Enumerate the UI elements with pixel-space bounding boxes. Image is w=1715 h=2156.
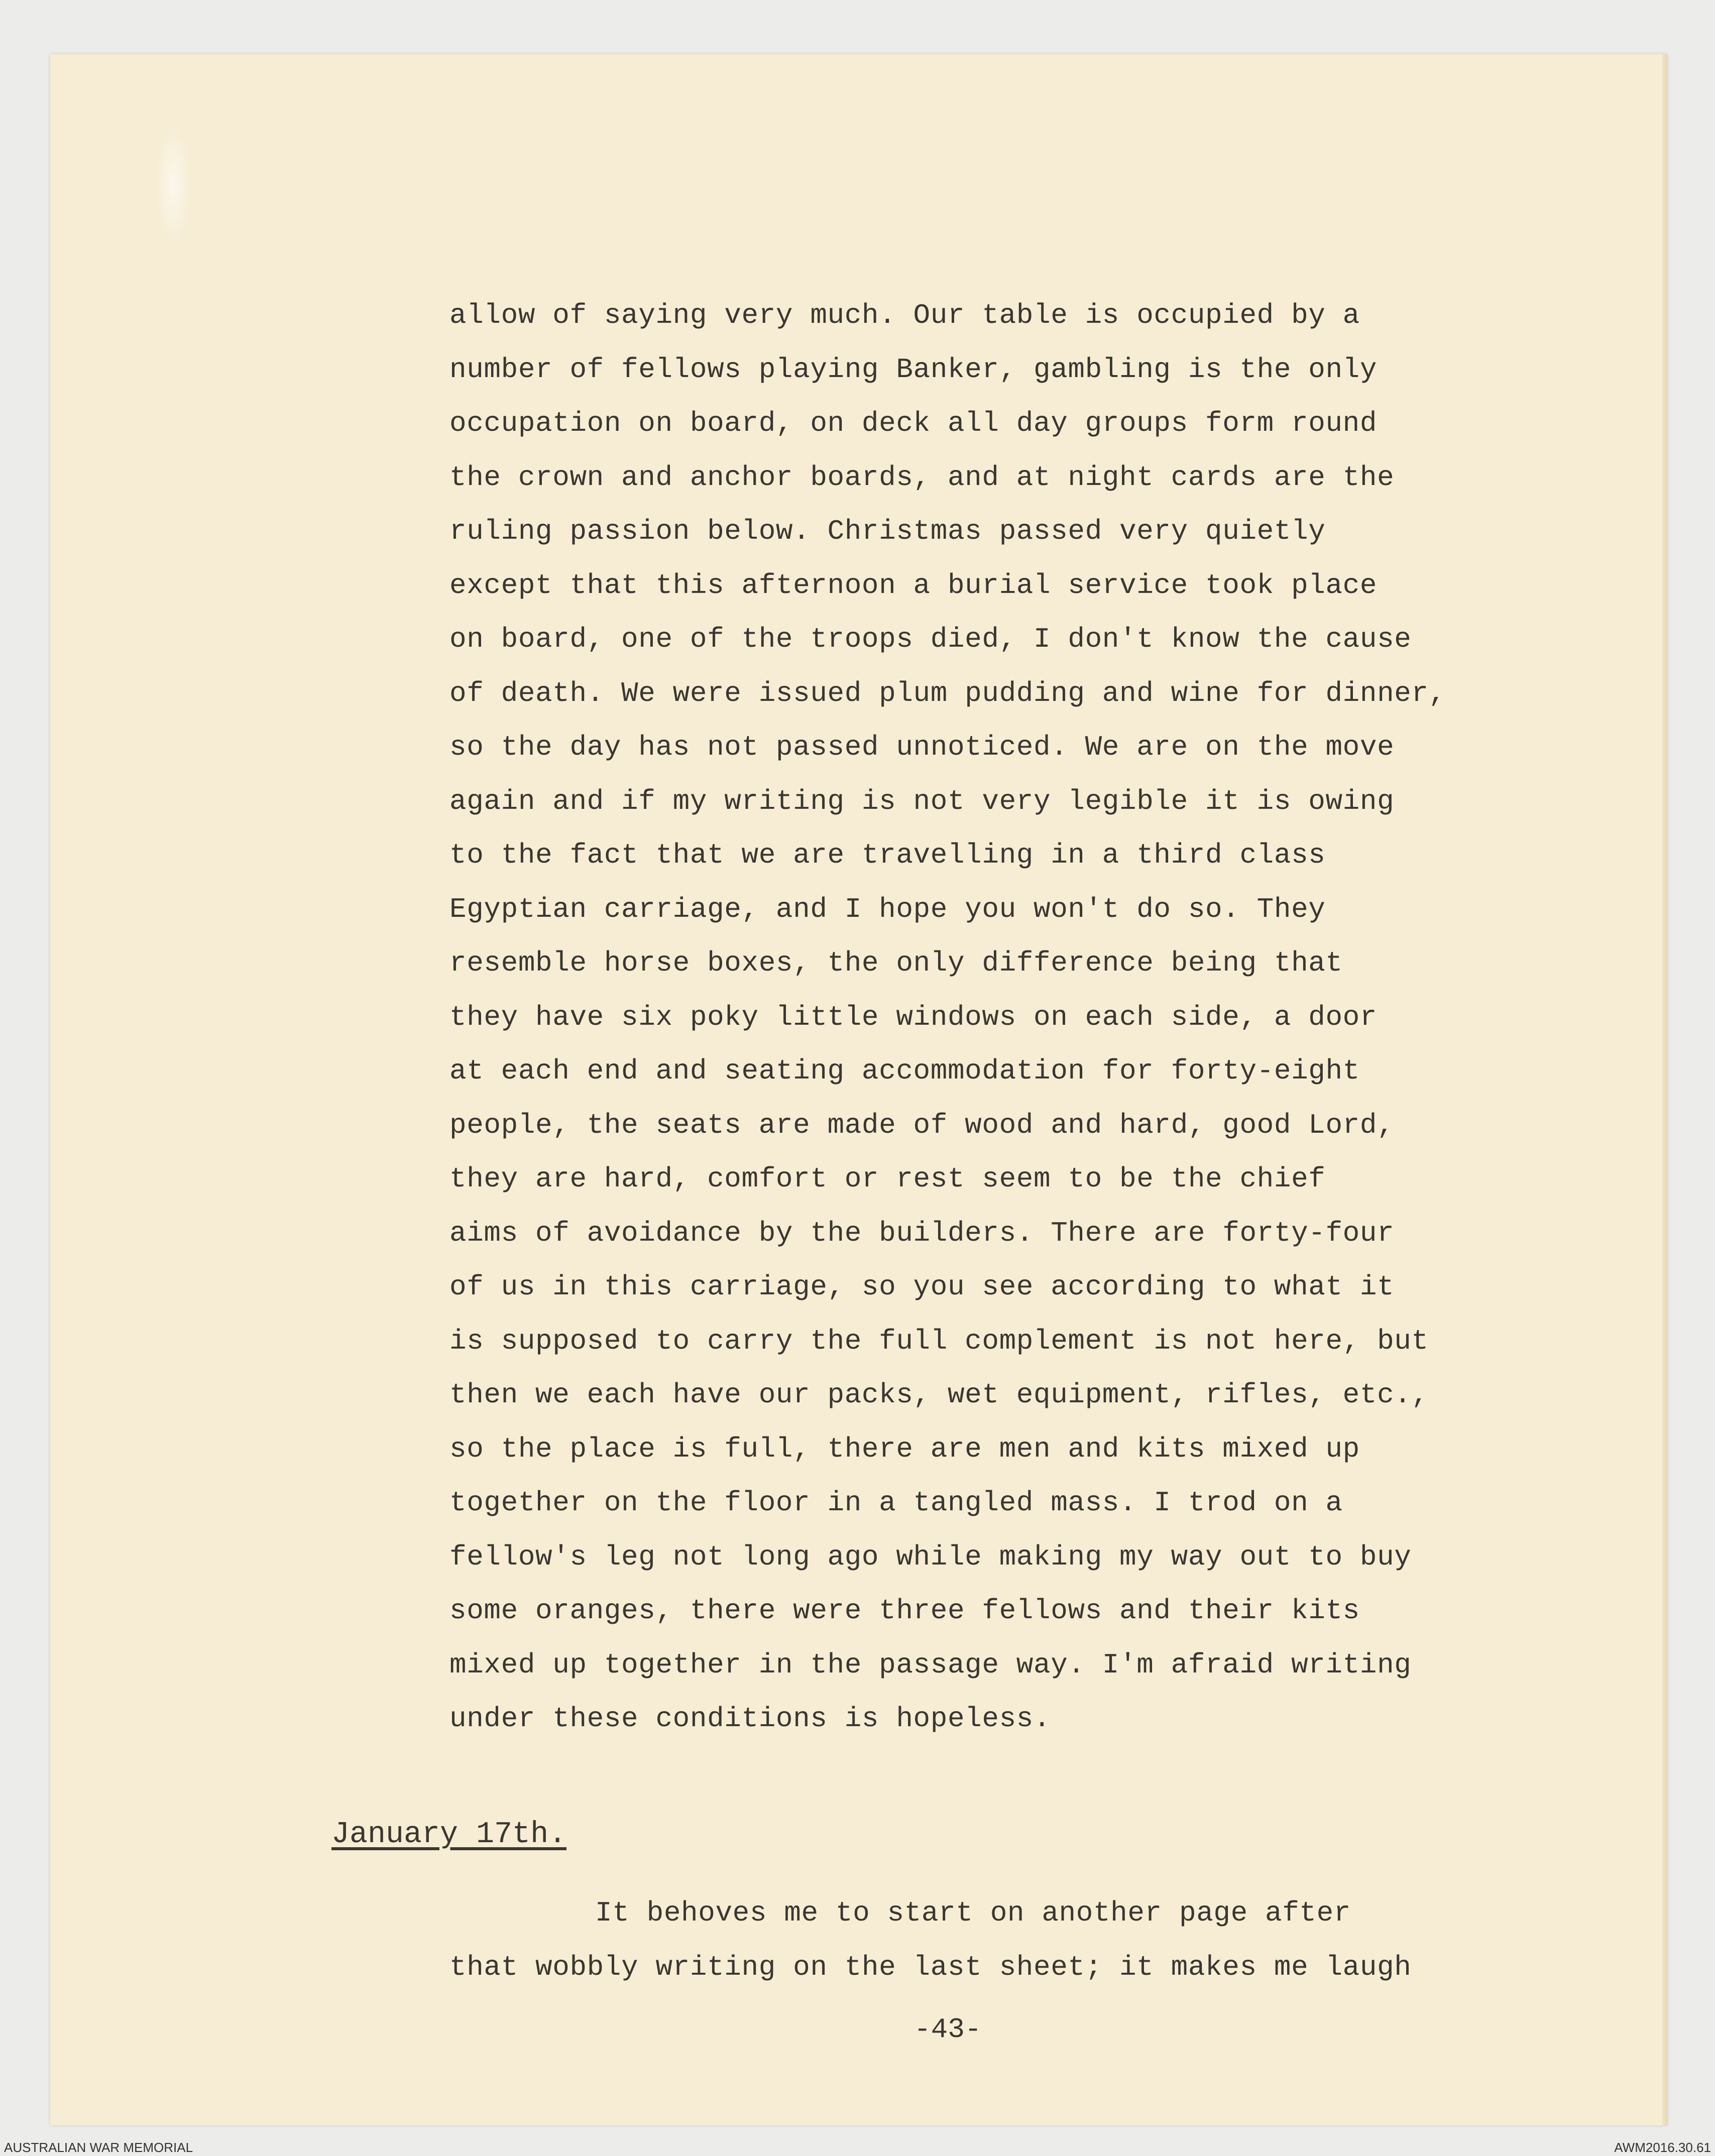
- body-line: that wobbly writing on the last sheet; it makes me laugh: [449, 1951, 1412, 1983]
- body-line: mixed up together in the passage way. I'm afraid writing: [449, 1648, 1412, 1681]
- body-line: they are hard, comfort or rest seem to be the chief: [449, 1163, 1326, 1195]
- page-number: -43-: [914, 2013, 982, 2046]
- body-text: [449, 300, 1655, 1758]
- body-line: so the day has not passed unnoticed. We are on the move: [449, 731, 1395, 763]
- body-line: ruling passion below. Christmas passed very quietly: [449, 515, 1326, 547]
- body-line: they have six poky little windows on each side, a door: [449, 1001, 1378, 1033]
- body-line: number of fellows playing Banker, gambling is the only: [449, 353, 1378, 386]
- body-line: again and if my writing is not very legible it is owing: [449, 785, 1395, 817]
- body-line: allow of saying very much. Our table is occupied by a: [449, 299, 1360, 331]
- paper-edge: [1662, 54, 1667, 2125]
- body-line: of death. We were issued plum pudding and wine for dinner,: [449, 677, 1446, 709]
- body-line: aims of avoidance by the builders. There are forty-four: [449, 1217, 1395, 1249]
- body-line: except that this afternoon a burial service took place: [449, 569, 1378, 602]
- body-line: on board, one of the troops died, I don't know the cause: [449, 623, 1412, 655]
- body-line: fellow's leg not long ago while making my way out to buy: [449, 1540, 1412, 1573]
- body-line: to the fact that we are travelling in a third class: [449, 839, 1326, 871]
- paper-blemish: [156, 125, 191, 245]
- second-paragraph: [449, 1898, 1655, 2006]
- body-line: Egyptian carriage, and I hope you won't do so. They: [449, 893, 1326, 925]
- date-heading: January 17th.: [331, 1818, 567, 1852]
- body-line: then we each have our packs, wet equipment, rifles, etc.,: [449, 1379, 1429, 1411]
- body-line: people, the seats are made of wood and hard, good Lord,: [449, 1109, 1395, 1141]
- body-line: so the place is full, there are men and kits mixed up: [449, 1432, 1360, 1465]
- archive-credit: AUSTRALIAN WAR MEMORIAL: [4, 2140, 193, 2155]
- body-line: under these conditions is hopeless.: [449, 1703, 1051, 1735]
- body-line: resemble horse boxes, the only difference being that: [449, 947, 1343, 979]
- body-line: some oranges, there were three fellows and their kits: [449, 1595, 1360, 1627]
- body-line: the crown and anchor boards, and at night cards are the: [449, 461, 1395, 494]
- body-line: occupation on board, on deck all day groups form round: [449, 407, 1378, 439]
- body-line: is supposed to carry the full complement is not here, but: [449, 1325, 1429, 1357]
- archive-reference: AWM2016.30.61: [1614, 2140, 1711, 2155]
- body-line: at each end and seating accommodation for forty-eight: [449, 1055, 1360, 1087]
- body-line: together on the floor in a tangled mass. I trod on a: [449, 1487, 1343, 1519]
- body-line: It behoves me to start on another page after: [595, 1897, 1351, 1929]
- body-line: of us in this carriage, so you see according to what it: [449, 1271, 1395, 1303]
